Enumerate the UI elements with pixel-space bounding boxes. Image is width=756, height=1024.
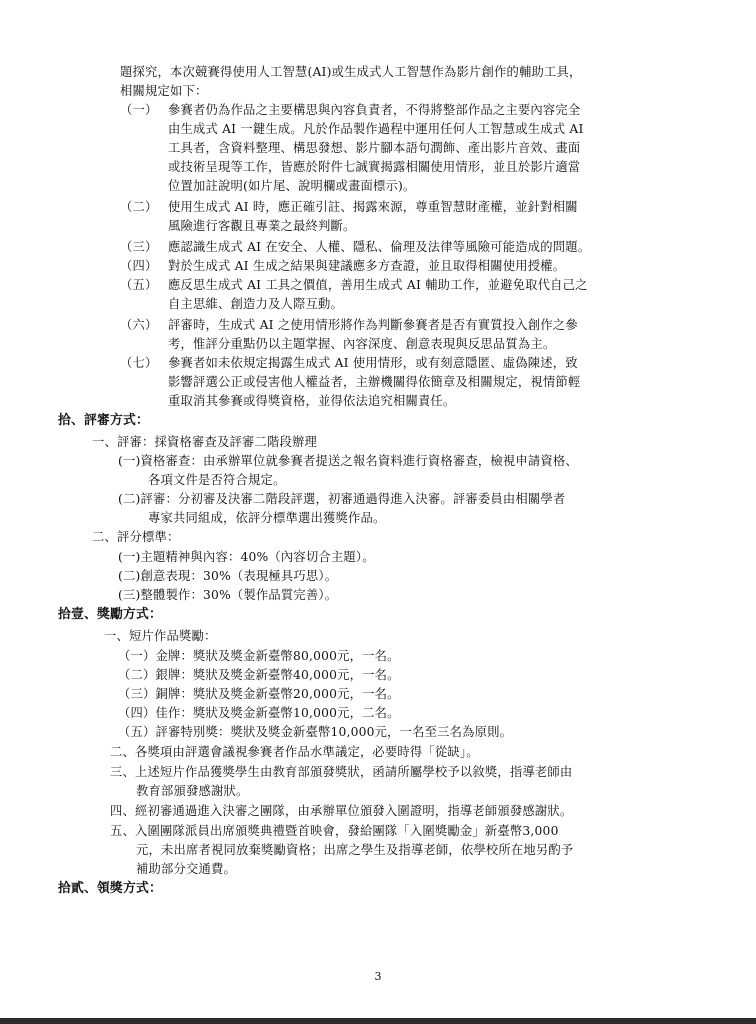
page-number: 3 — [374, 970, 382, 983]
review-subitem: (一)資格審查：由承辦單位就參賽者提送之報名資料進行資格審查，檢視申請資格、 — [118, 454, 578, 468]
rule-text: 應反思生成式 AI 工具之價值，善用生成式 AI 輔助工作，並避免取代自己之 — [168, 278, 588, 292]
rule-number: （三） — [120, 240, 158, 254]
award-item: 教育部頒發感謝狀。 — [136, 784, 249, 798]
criteria-item: (二)創意表現：30%（表現極具巧思）。 — [118, 569, 338, 583]
award-item: 二、各獎項由評選會議視參賽者作品水準議定，必要時得「從缺」。 — [110, 745, 479, 759]
prize-item: （四）佳作：獎狀及獎金新臺幣10,000元，二名。 — [118, 706, 400, 720]
viewer-bottom-bar — [0, 1018, 756, 1024]
rule-text: 風險進行客觀且專業之最終判斷。 — [168, 219, 356, 233]
award-item: 三、上述短片作品獲獎學生由教育部頒發獎狀，函請所屬學校予以敘獎，指導老師由 — [110, 765, 573, 779]
rule-text: 使用生成式 AI 時，應正確引註、揭露來源，尊重智慧財產權，並針對相關 — [168, 200, 578, 214]
award-item: 補助部分交通費。 — [136, 862, 236, 876]
prize-item: （五）評審特別獎：獎狀及獎金新臺幣10,000元，一名至三名為原則。 — [118, 725, 513, 739]
rule-text: 考，惟評分重點仍以主題掌握、內容深度、創意表現與反思品質為主。 — [168, 337, 556, 351]
rule-text: 自主思維、創造力及人際互動。 — [168, 297, 343, 311]
rule-number: （七） — [120, 356, 158, 370]
rule-number: （六） — [120, 318, 158, 332]
rule-text: 工具者，含資料整理、構思發想、影片腳本語句潤飾、產出影片音效、畫面 — [168, 141, 581, 155]
rule-text: 參賽者仍為作品之主要構思與內容負責者，不得將整部作品之主要內容完全 — [168, 103, 581, 117]
rule-number: （二） — [120, 200, 158, 214]
rule-text: 應認識生成式 AI 在安全、人權、隱私、倫理及法律等風險可能造成的問題。 — [168, 240, 591, 254]
award-item: 四、經初審通過進入決審之團隊，由承辦單位頒發入圍證明，指導老師頒發感謝狀。 — [110, 804, 573, 818]
criteria-item: (一)主題精神與內容：40%（內容切合主題）。 — [118, 550, 375, 564]
section-heading-claim: 拾貳、領獎方式： — [58, 881, 162, 896]
rule-text: 評審時，生成式 AI 之使用情形將作為判斷參賽者是否有實質投入創作之參 — [168, 318, 578, 332]
review-subitem: 各項文件是否符合規定。 — [148, 473, 286, 487]
review-subitem: 專家共同組成，依評分標準選出獲獎作品。 — [148, 511, 386, 525]
prize-item: （一）金牌：獎狀及獎金新臺幣80,000元，一名。 — [118, 649, 400, 663]
section-heading-review: 拾、評審方式： — [58, 413, 149, 428]
rule-text: 位置加註說明(如片尾、說明欄或畫面標示)。 — [168, 179, 416, 193]
award-item: 一、短片作品獎勵： — [104, 629, 217, 643]
criteria-item: (三)整體製作：30%（製作品質完善）。 — [118, 588, 338, 602]
section-heading-awards: 拾壹、獎勵方式： — [58, 607, 162, 622]
intro-line: 相關規定如下： — [120, 84, 208, 98]
review-item: 二、評分標準： — [92, 530, 180, 544]
award-item: 元，未出席者視同放棄獎勵資格；出席之學生及指導老師，依學校所在地另酌予 — [136, 843, 574, 857]
prize-item: （二）銀牌：獎狀及獎金新臺幣40,000元，一名。 — [118, 668, 400, 682]
prize-item: （三）銅牌：獎狀及獎金新臺幣20,000元，一名。 — [118, 687, 400, 701]
rule-number: （五） — [120, 278, 158, 292]
rule-text: 由生成式 AI 一鍵生成。凡於作品製作過程中運用任何人工智慧或生成式 AI — [168, 122, 584, 136]
review-subitem: (二)評審：分初審及決審二階段評選，初審通過得進入決審。評審委員由相關學者 — [118, 492, 566, 506]
rule-text: 對於生成式 AI 生成之結果與建議應多方查證，並且取得相關使用授權。 — [168, 259, 566, 273]
rule-text: 影響評選公正或侵害他人權益者，主辦機關得依簡章及相關規定，視情節輕 — [168, 375, 581, 389]
review-item: 一、評審：採資格審查及評審二階段辦理 — [92, 435, 317, 449]
rule-number: （四） — [120, 259, 158, 273]
rule-text: 重取消其參賽或得獎資格，並得依法追究相關責任。 — [168, 394, 456, 408]
award-item: 五、入圍團隊派員出席頒獎典禮暨首映會，發給團隊「入圍獎勵金」新臺幣3,000 — [110, 824, 559, 838]
rule-number: （一） — [120, 103, 158, 117]
rule-text: 參賽者如未依規定揭露生成式 AI 使用情形，或有刻意隱匿、虛偽陳述，致 — [168, 356, 578, 370]
intro-line: 題探究，本次競賽得使用人工智慧(AI)或生成式人工智慧作為影片創作的輔助工具， — [120, 65, 582, 79]
rule-text: 或技術呈現等工作，皆應於附件七誠實揭露相關使用情形，並且於影片適當 — [168, 160, 581, 174]
